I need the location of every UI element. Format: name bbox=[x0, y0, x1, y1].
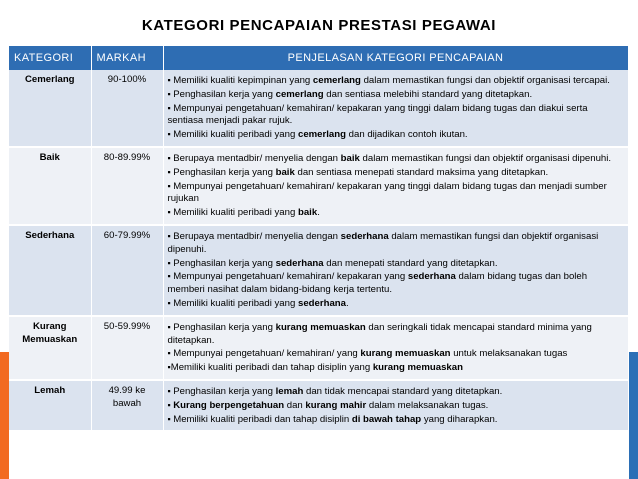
table-row bbox=[9, 70, 628, 147]
description-point: ▪ Berupaya mentadbir/ menyelia dengan baik dalam memastikan fungsi dan objektif organisasi dipenuhi. bbox=[168, 152, 624, 166]
description-point: ▪ Penghasilan kerja yang baik dan sentiasa menepati standard maksima yang ditetapkan. bbox=[168, 166, 624, 180]
description-point: ▪ Mempunyai pengetahuan/ kemahiran/ kepakaran yang tinggi dalam bidang tugas dan menjadi sumber rujukan bbox=[168, 180, 624, 207]
category-cell: Cemerlang bbox=[9, 70, 91, 147]
mark-cell: 90-100% bbox=[91, 70, 163, 147]
header-kategori: KATEGORI bbox=[9, 46, 91, 70]
table-row bbox=[9, 316, 628, 380]
description-point: ▪ Penghasilan kerja yang sederhana dan menepati standard yang ditetapkan. bbox=[168, 257, 624, 271]
category-cell: Kurang Memuaskan bbox=[9, 316, 91, 380]
mark-cell: 50-59.99% bbox=[91, 316, 163, 380]
description-point: ▪ Mempunyai pengetahuan/ kemahiran/ yang kurang memuaskan untuk melaksanakan tugas bbox=[168, 347, 624, 361]
description-point: ▪ Memiliki kualiti peribadi dan tahap disiplin di bawah tahap yang diharapkan. bbox=[168, 413, 624, 427]
mark-cell: 49.99 ke bawah bbox=[91, 380, 163, 431]
mark-cell: 80-89.99% bbox=[91, 147, 163, 225]
description-point: ▪ Memiliki kualiti kepimpinan yang cemerlang dalam memastikan fungsi dan objektif organisasi tercapai. bbox=[168, 74, 624, 88]
accent-bar-right bbox=[629, 352, 638, 479]
description-point: ▪ Mempunyai pengetahuan/ kemahiran/ kepakaran yang sederhana dalam bidang tugas dan boleh memberi nasihat dalam bidang-bidang kerja tertentu. bbox=[168, 270, 624, 297]
description-point: ▪ Kurang berpengetahuan dan kurang mahir dalam melaksanakan tugas. bbox=[168, 399, 624, 413]
table-row bbox=[9, 147, 628, 225]
description-point: ▪ Penghasilan kerja yang kurang memuaskan dan seringkali tidak mencapai standard minima yang ditetapkan. bbox=[168, 321, 624, 348]
description-point: ▪ Memiliki kualiti peribadi yang cemerlang dan dijadikan contoh ikutan. bbox=[168, 128, 624, 142]
header-penjelasan: PENJELASAN KATEGORI PENCAPAIAN bbox=[163, 46, 628, 70]
table-row bbox=[9, 225, 628, 316]
description-point: ▪ Penghasilan kerja yang cemerlang dan sentiasa melebihi standard yang ditetapkan. bbox=[168, 88, 624, 102]
category-cell: Lemah bbox=[9, 380, 91, 431]
category-cell: Sederhana bbox=[9, 225, 91, 316]
table-row bbox=[9, 380, 628, 431]
description-cell bbox=[163, 316, 628, 380]
header-markah: MARKAH bbox=[91, 46, 163, 70]
description-point: ▪ Penghasilan kerja yang lemah dan tidak mencapai standard yang ditetapkan. bbox=[168, 385, 624, 399]
table-header-row bbox=[9, 46, 628, 70]
performance-category-table bbox=[9, 46, 629, 432]
accent-bar-left bbox=[0, 352, 9, 479]
description-cell bbox=[163, 380, 628, 431]
description-cell bbox=[163, 147, 628, 225]
description-cell bbox=[163, 225, 628, 316]
page-title: KATEGORI PENCAPAIAN PRESTASI PEGAWAI bbox=[141, 17, 497, 34]
description-cell bbox=[163, 70, 628, 147]
mark-cell: 60-79.99% bbox=[91, 225, 163, 316]
description-point: ▪ Memiliki kualiti peribadi yang sederhana. bbox=[168, 297, 624, 311]
category-cell: Baik bbox=[9, 147, 91, 225]
description-point: ▪ Berupaya mentadbir/ menyelia dengan sederhana dalam memastikan fungsi dan objektif organisasi dipenuhi. bbox=[168, 230, 624, 257]
description-point: ▪ Memiliki kualiti peribadi yang baik. bbox=[168, 206, 624, 220]
description-point: ▪ Mempunyai pengetahuan/ kemahiran/ kepakaran yang tinggi dalam bidang tugas dan diakui serta sentiasa menjadi pakar rujuk. bbox=[168, 102, 624, 129]
description-point: ▪ Memiliki kualiti peribadi dan tahap disiplin yang kurang memuaskan bbox=[168, 361, 624, 375]
